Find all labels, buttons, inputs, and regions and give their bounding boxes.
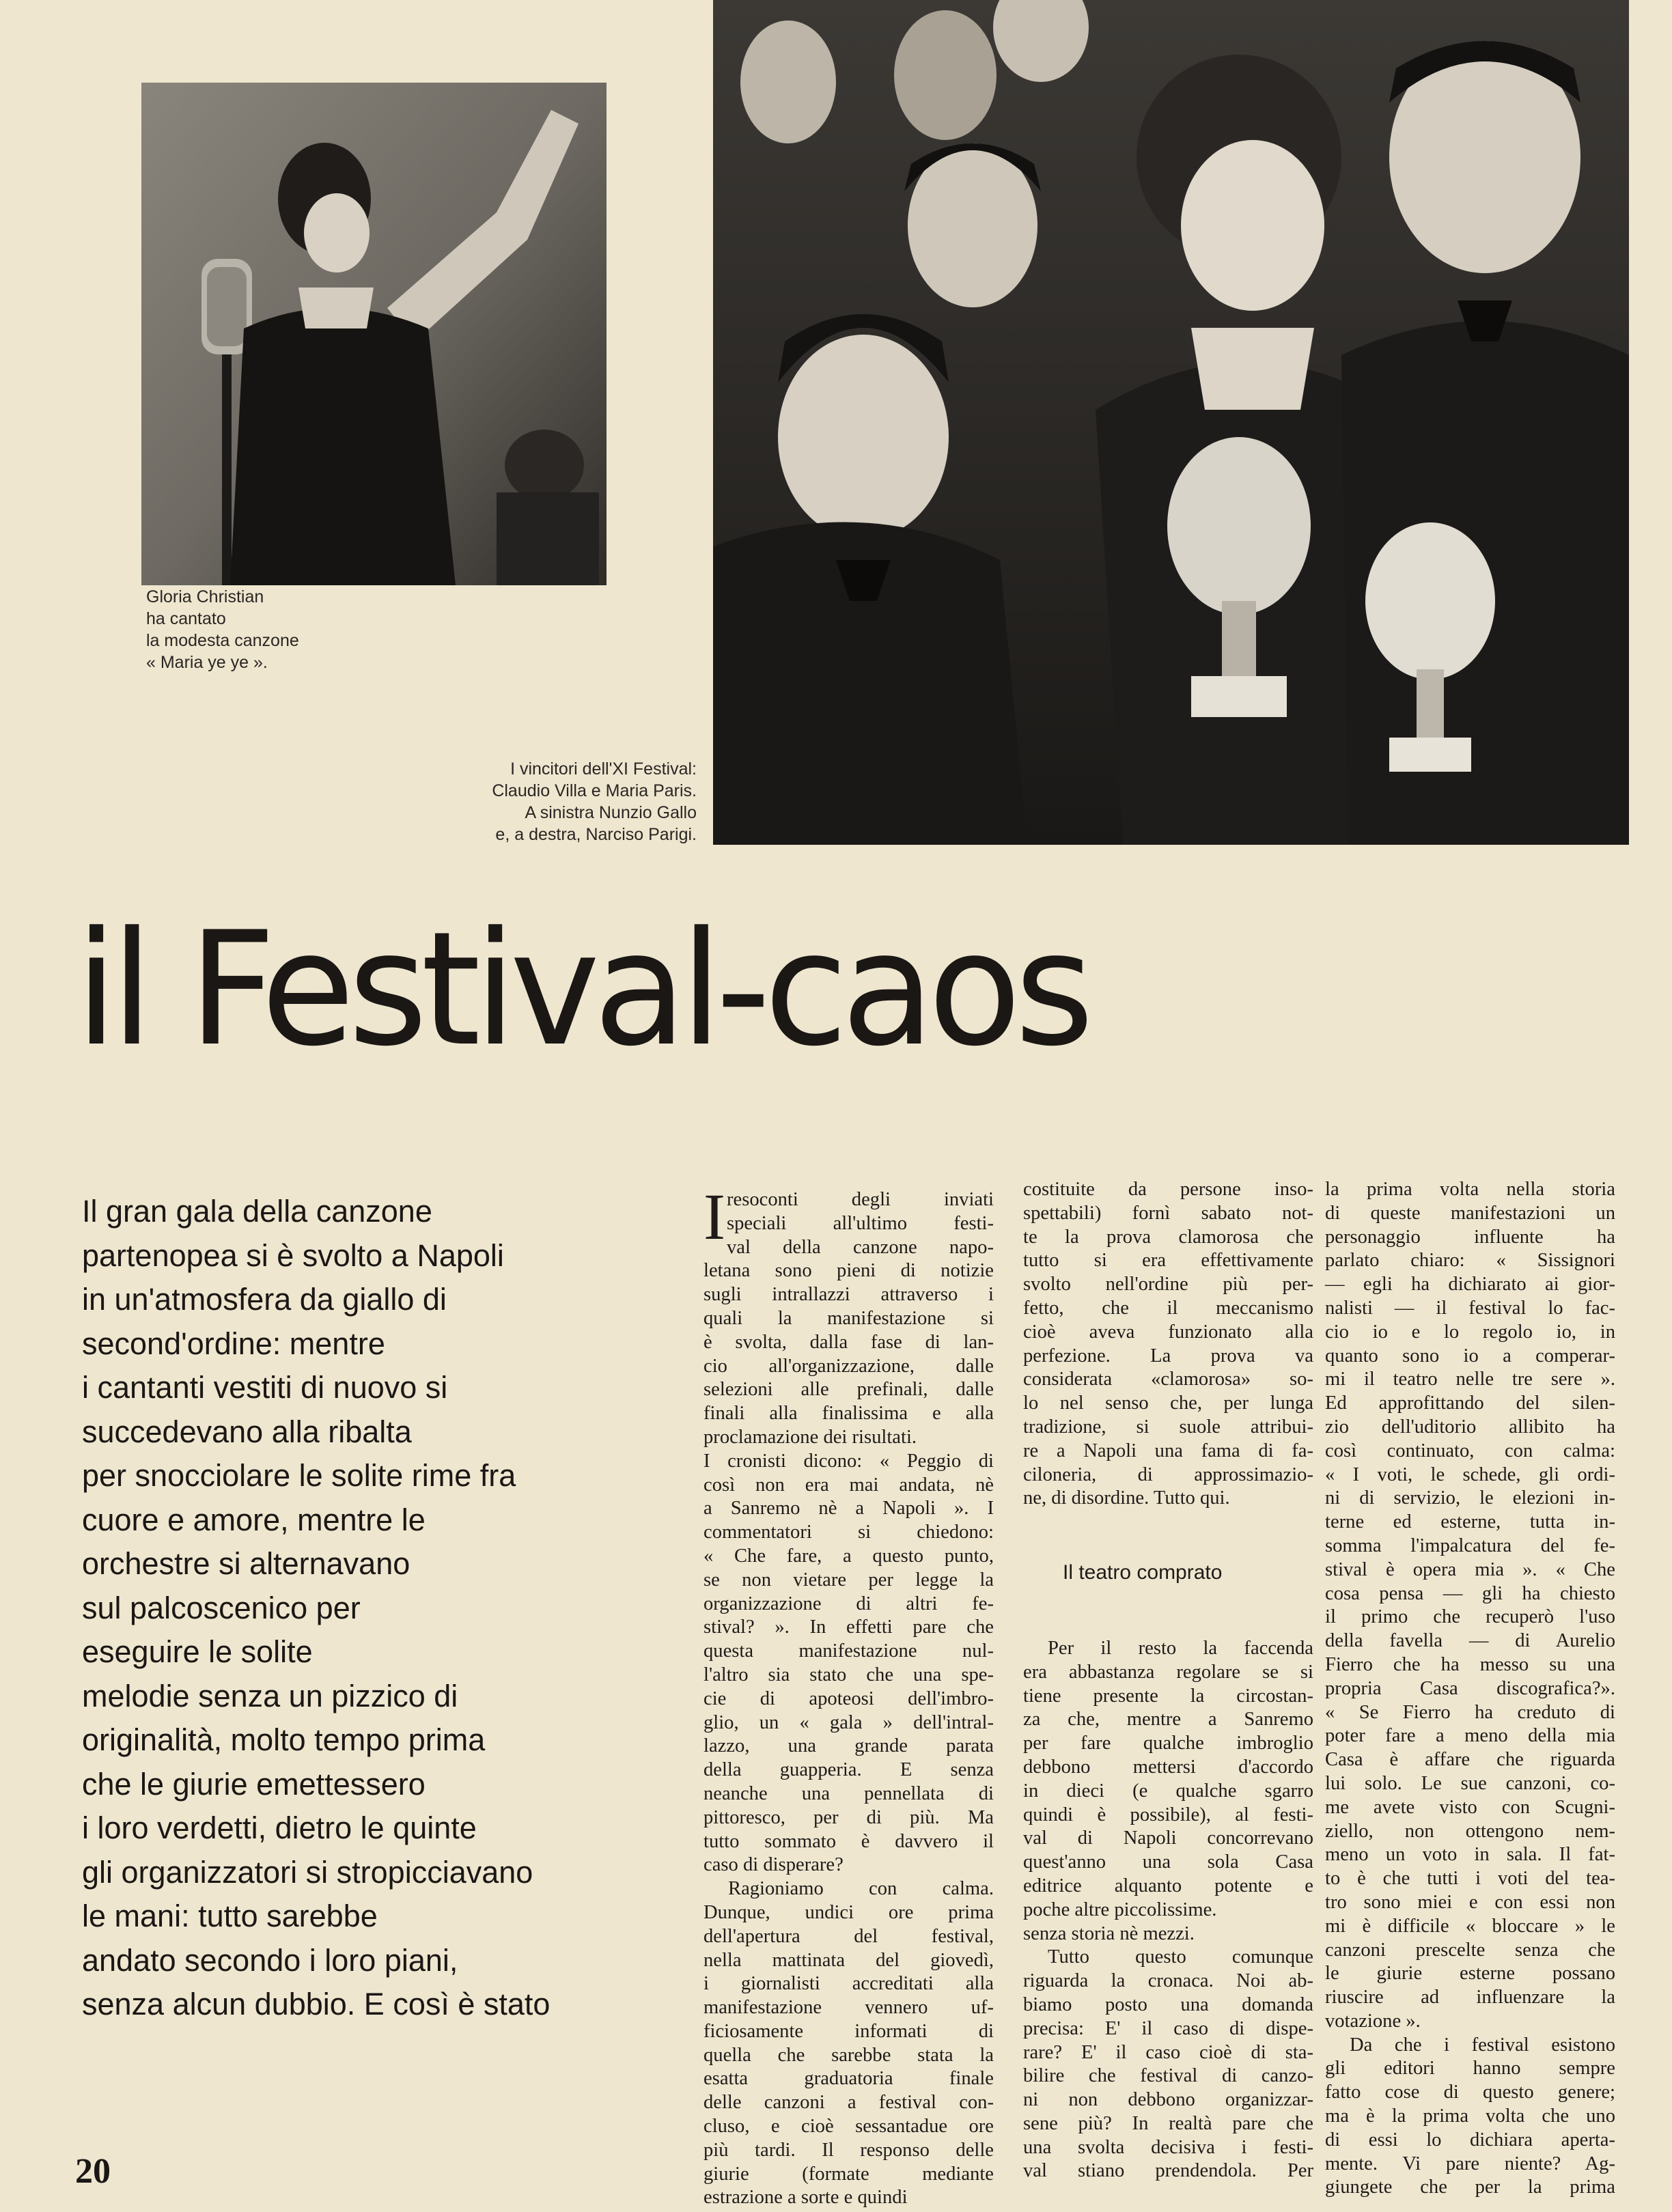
dropcap-line: speciali all'ultimo festi- xyxy=(727,1212,994,1234)
article-line: rare? E' il caso cioè di sta- xyxy=(1023,2041,1313,2063)
article-line: dell'apertura del festival, xyxy=(703,1925,994,1947)
article-line: se non vietare per legge la xyxy=(703,1569,994,1591)
article-line: di essi lo dichiara aperta- xyxy=(1325,2129,1615,2151)
article-line: nalisti — il festival lo fac- xyxy=(1325,1297,1615,1319)
article-line: considerata «clamorosa» so- xyxy=(1023,1369,1313,1390)
article-line: votazione ». xyxy=(1325,2010,1421,2032)
article-line: in dieci (e qualche sgarro xyxy=(1023,1780,1313,1802)
article-line: giungete che per la prima xyxy=(1325,2176,1615,2198)
article-line: cio all'organizzazione, dalle xyxy=(703,1355,994,1377)
article-column-2 xyxy=(1023,1178,1313,2183)
headline: il Festival-caos xyxy=(75,899,1088,1081)
intro-line: melodie senza un pizzico di xyxy=(82,1678,458,1713)
dropcap-paragraph xyxy=(703,1180,994,1259)
intro-line: partenopea si è svolto a Napoli xyxy=(82,1237,504,1273)
article-column-3 xyxy=(1325,1178,1615,2200)
article-line: ni di servizio, le elezioni in- xyxy=(1325,1487,1615,1509)
article-line: la prima volta nella storia xyxy=(1325,1179,1615,1200)
article-line: esatta graduatoria finale xyxy=(703,2068,994,2090)
article-line: è svolta, dalla fase di lan- xyxy=(703,1331,994,1353)
article-line: quanto sono io a comperar- xyxy=(1325,1345,1615,1367)
article-line: proclamazione dei risultati. xyxy=(703,1426,917,1448)
article-line: val di Napoli concorrevano xyxy=(1023,1828,1313,1849)
article-line: estrazione a sorte e quindi xyxy=(703,2187,908,2209)
article-line: tutto si era effettivamente xyxy=(1023,1250,1313,1272)
intro-line: senza alcun dubbio. E così è stato xyxy=(82,1987,551,2021)
article-line: tradizione, si suole attribui- xyxy=(1023,1416,1313,1438)
article-line: di queste manifestazioni un xyxy=(1325,1202,1615,1224)
article-line: cioè aveva funzionato alla xyxy=(1023,1321,1313,1343)
intro-line: i cantanti vestiti di nuovo si xyxy=(82,1370,448,1405)
article-line: me avete visto con Scugni- xyxy=(1325,1796,1615,1818)
article-line: sugli intrallazzi attraverso i xyxy=(703,1284,994,1306)
article-line: canzoni prescelte senza che xyxy=(1325,1939,1615,1961)
article-line: l'altro sia stato che una spe- xyxy=(703,1664,994,1685)
article-line: fatto cose di questo genere; xyxy=(1325,2082,1615,2103)
article-line: sene più? In realtà pare che xyxy=(1023,2112,1313,2134)
article-line: poter fare a meno della mia xyxy=(1325,1725,1615,1747)
article-line: così non era mai andata, nè xyxy=(703,1474,994,1496)
article-line: a Sanremo nè a Napoli ». I xyxy=(703,1498,994,1520)
article-line: parlato chiaro: « Sissignori xyxy=(1325,1250,1615,1272)
article-line: tiene presente la circostan- xyxy=(1023,1685,1313,1707)
article-line: quali la manifestazione si xyxy=(703,1307,994,1329)
article-line: giurie (formate mediante xyxy=(703,2163,994,2185)
article-line: bilire che festival di canzo- xyxy=(1023,2065,1313,2087)
article-line: più tardi. Il responso delle xyxy=(703,2139,994,2161)
article-line: le giurie esterne possano xyxy=(1325,1963,1615,1985)
article-line: biamo posto una domanda xyxy=(1023,1993,1313,2015)
article-line: zio dell'uditorio allibito ha xyxy=(1325,1416,1615,1438)
article-line: to è che tutti i voti del tea- xyxy=(1325,1868,1615,1890)
article-line: Fierro che ha messo su una xyxy=(1325,1653,1615,1675)
article-line: manifestazione vennero uf- xyxy=(703,1997,994,2019)
article-line: il primo che recuperò l'uso xyxy=(1325,1606,1615,1628)
article-line: lazzo, una grande parata xyxy=(703,1735,994,1757)
photo-singer xyxy=(141,83,607,585)
article-line: tutto sommato è davvero il xyxy=(703,1830,994,1852)
article-line: te la prova clamorosa che xyxy=(1023,1226,1313,1248)
article-line: « Se Fierro ha creduto di xyxy=(1325,1701,1615,1723)
intro-line: Il gran gala della canzone xyxy=(82,1194,432,1229)
article-line: ni non debbono organizzar- xyxy=(1023,2089,1313,2111)
intro-line: cuore e amore, mentre le xyxy=(82,1502,426,1537)
article-line: letana sono pieni di notizie xyxy=(703,1260,994,1282)
article-line: Dunque, undici ore prima xyxy=(703,1901,994,1923)
intro-line: che le giurie emettessero xyxy=(82,1766,426,1802)
article-line: tro sono miei e con essi non xyxy=(1325,1891,1615,1913)
article-line: ziello, non ottengono nem- xyxy=(1325,1820,1615,1842)
article-line: re a Napoli una fama di fa- xyxy=(1023,1440,1313,1461)
article-line: delle canzoni a festival con- xyxy=(703,2092,994,2114)
article-line: ma è la prima volta che uno xyxy=(1325,2105,1615,2127)
article-line: stival è opera mia ». « Che xyxy=(1325,1558,1615,1580)
article-line: ne, di disordine. Tutto qui. xyxy=(1023,1487,1230,1509)
article-line: Ed approfittando del silen- xyxy=(1325,1392,1615,1414)
article-line: glio, un « gala » dell'intral- xyxy=(703,1711,994,1733)
article-line: per fare qualche imbroglio xyxy=(1023,1733,1313,1754)
photo-winners xyxy=(713,0,1629,845)
article-line: precisa: E' il caso di dispe- xyxy=(1023,2017,1313,2039)
article-line: riguarda la cronaca. Noi ab- xyxy=(1023,1970,1313,1992)
photo-caption-winners: I vincitori dell'XI Festival: Claudio Villa e Maria Paris. A sinistra Nunzio Gallo e, a destra, Narciso Parigi. xyxy=(492,759,697,844)
intro-line: gli organizzatori si stropicciavano xyxy=(82,1854,533,1890)
article-line: così continuato, con calma: xyxy=(1325,1440,1615,1461)
dropcap-line: val della canzone napo- xyxy=(727,1236,994,1258)
article-line: « I voti, le schede, gli ordi- xyxy=(1325,1464,1615,1485)
dropcap: I xyxy=(703,1180,725,1253)
article-line: nella mattinata del giovedì, xyxy=(703,1949,994,1971)
article-line: commentatori si chiedono: xyxy=(703,1522,994,1543)
article-line: Casa è affare che riguarda xyxy=(1325,1749,1615,1771)
article-line: selezioni alle prefinali, dalle xyxy=(703,1379,994,1401)
article-line: cluso, e cioè sessantadue ore xyxy=(703,2116,994,2138)
intro-line: eseguire le solite xyxy=(82,1634,313,1669)
article-line: lo nel senso che, per lunga xyxy=(1023,1392,1313,1414)
article-line: della guapperia. E senza xyxy=(703,1759,994,1781)
article-line: caso di disperare? xyxy=(703,1854,844,1876)
article-line: mi è difficile « bloccare » le xyxy=(1325,1915,1615,1937)
article-line: personaggio influente ha xyxy=(1325,1226,1615,1248)
singer-photo-art xyxy=(141,83,607,585)
page-number: 20 xyxy=(75,2152,111,2191)
article-line: costituite da persone inso- xyxy=(1023,1179,1313,1200)
article-line: organizzazione di altri fe- xyxy=(703,1593,994,1614)
article-line: spettabili) fornì sabato not- xyxy=(1023,1202,1313,1224)
article-line: riuscire ad influenzare la xyxy=(1325,1987,1615,2008)
intro-text xyxy=(82,1190,683,2027)
article-line: perfezione. La prova va xyxy=(1023,1345,1313,1367)
article-line: mi il teatro nelle tre sere ». xyxy=(1325,1369,1615,1390)
article-line: poche altre piccolissime. xyxy=(1023,1899,1217,1920)
article-line: debbono mettersi d'accordo xyxy=(1023,1756,1313,1778)
article-line: cio io e lo regolo io, in xyxy=(1325,1321,1615,1343)
intro-line: second'ordine: mentre xyxy=(82,1326,385,1361)
article-line: somma l'impalcatura del fe- xyxy=(1325,1535,1615,1556)
intro-line: per snocciolare le solite rime fra xyxy=(82,1458,516,1493)
intro-line: le mani: tutto sarebbe xyxy=(82,1899,378,1933)
intro-line: succedevano alla ribalta xyxy=(82,1414,412,1449)
article-line: cie di apoteosi dell'imbro- xyxy=(703,1688,994,1709)
article-line: neanche una pennellata di xyxy=(703,1782,994,1804)
photo-caption-singer: Gloria Christian ha cantato la modesta canzone « Maria ye ye ». xyxy=(146,587,299,672)
intro-line: i loro verdetti, dietro le quinte xyxy=(82,1810,477,1845)
article-line: questa manifestazione nul- xyxy=(703,1640,994,1662)
article-line: Per il resto la faccenda xyxy=(1048,1637,1313,1659)
subhead-teatro-comprato: Il teatro comprato xyxy=(1063,1561,1223,1584)
dropcap-line: resoconti degli inviati xyxy=(727,1189,994,1210)
article-line: terne ed esterne, tutta in- xyxy=(1325,1511,1615,1533)
article-line: fetto, che il meccanismo xyxy=(1023,1297,1313,1319)
article-line: i giornalisti accreditati alla xyxy=(703,1973,994,1995)
article-line: val stiano prendendola. Per xyxy=(1023,2160,1313,2182)
intro-line: in un'atmosfera da giallo di xyxy=(82,1282,447,1317)
article-line: gli editori hanno sempre xyxy=(1325,2058,1615,2080)
intro-line: sul palcoscenico per xyxy=(82,1590,361,1625)
article-line: era abbastanza regolare se si xyxy=(1023,1661,1313,1683)
article-line: quella che sarebbe stata la xyxy=(703,2044,994,2066)
article-line: ficiosamente informati di xyxy=(703,2020,994,2042)
article-line: della favella — di Aurelio xyxy=(1325,1630,1615,1652)
article-line: una svolta decisiva i festi- xyxy=(1023,2136,1313,2158)
article-line: quest'anno una sola Casa xyxy=(1023,1851,1313,1873)
article-line: Tutto questo comunque xyxy=(1048,1946,1313,1968)
article-line: — egli ha dichiarato ai gior- xyxy=(1325,1274,1615,1296)
article-line: za che, mentre a Sanremo xyxy=(1023,1709,1313,1731)
article-line: Ragioniamo con calma. xyxy=(728,1878,994,1900)
article-line: meno un voto in sala. Il fat- xyxy=(1325,1844,1615,1866)
intro-line: originalità, molto tempo prima xyxy=(82,1722,486,1757)
article-line: stival? ». In effetti pare che xyxy=(703,1616,994,1638)
intro-line: orchestre si alternavano xyxy=(82,1546,410,1581)
article-line: senza storia nè mezzi. xyxy=(1023,1922,1195,1944)
article-line: ciloneria, di approssimazio- xyxy=(1023,1464,1313,1485)
article-line: finali alla finalissima e alla xyxy=(703,1403,994,1425)
article-line: editrice alquanto potente e xyxy=(1023,1875,1313,1896)
article-line: svolto nell'ordine più per- xyxy=(1023,1274,1313,1296)
intro-line: andato secondo i loro piani, xyxy=(82,1942,458,1978)
article-line: lui solo. Le sue canzoni, co- xyxy=(1325,1772,1615,1794)
article-line: Da che i festival esistono xyxy=(1350,2034,1615,2056)
article-line: mente. Vi pare niente? Ag- xyxy=(1325,2153,1615,2174)
article-line: propria Casa discografica?». xyxy=(1325,1677,1615,1699)
winners-photo-art xyxy=(713,0,1629,845)
article-line: cosa pensa — gli ha chiesto xyxy=(1325,1582,1615,1604)
article-column-1 xyxy=(703,1180,994,2210)
article-line: I cronisti dicono: « Peggio di xyxy=(703,1450,994,1472)
article-line: « Che fare, a questo punto, xyxy=(703,1545,994,1567)
article-line: pittoresco, per di più. Ma xyxy=(703,1806,994,1828)
article-line: quindi è possibile), al festi- xyxy=(1023,1804,1313,1825)
